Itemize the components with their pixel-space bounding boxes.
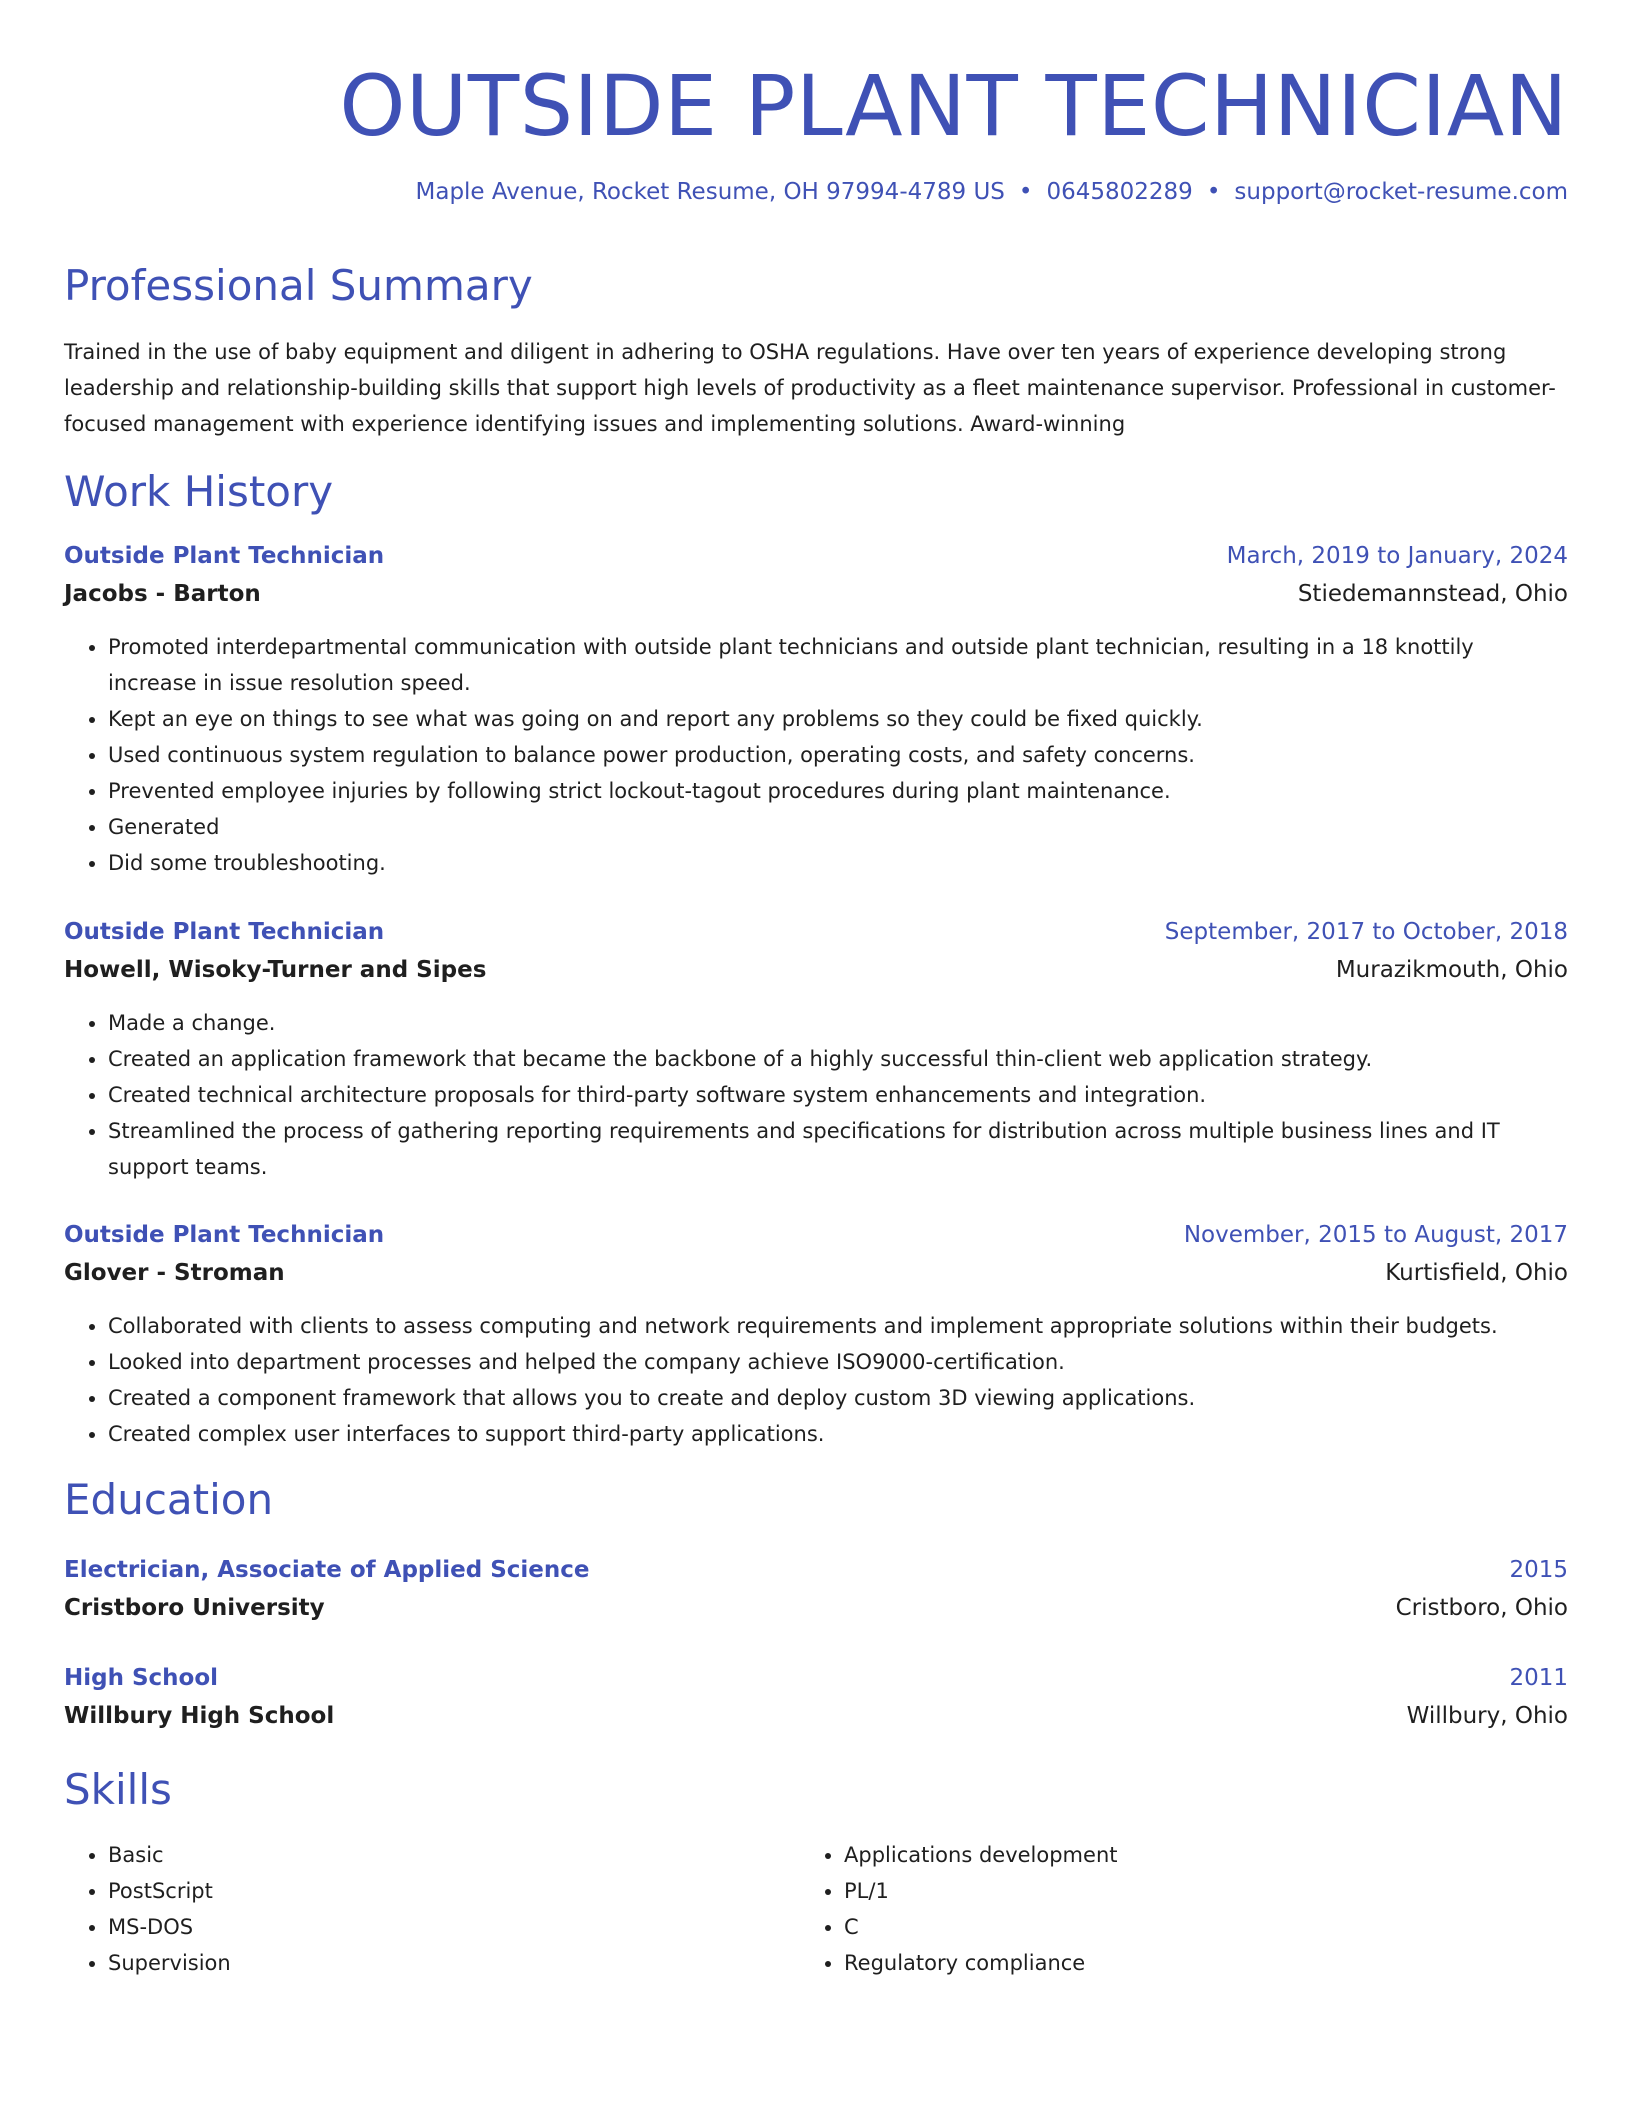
summary-text: Trained in the use of baby equipment and diligent in adhering to OSHA regulations. Have over ten years of experience developing strong leadership and relationship-building skills that support high levels of productivity as a fleet maintenance supervisor. Professional in customer-focused management with experience identifying issues and implementing solutions. Award-winning: [64, 340, 1556, 436]
education-degree: High School: [64, 1665, 219, 1691]
job-dates: March, 2019 to January, 2024: [1226, 543, 1568, 569]
education-school: Cristboro University: [64, 1595, 325, 1621]
education-degree-row: [64, 1553, 1568, 1587]
job-dates: November, 2015 to August, 2017: [1183, 1222, 1568, 1248]
job-location: Kurtisfield, Ohio: [1385, 1260, 1568, 1286]
skill-item: • C: [844, 1909, 1500, 1945]
job-company: Glover - Stroman: [64, 1260, 285, 1286]
education-school: Willbury High School: [64, 1703, 335, 1729]
skills-list-right: [800, 1837, 1500, 1981]
job-title-row: [64, 915, 1568, 949]
job-bullets: [64, 1308, 1568, 1452]
job-bullets: [64, 1005, 1568, 1185]
contact-separator: •: [1206, 179, 1221, 205]
job-role: Outside Plant Technician: [64, 1222, 385, 1248]
job-bullet: • Looked into department processes and helped the company achieve ISO9000-certification.: [108, 1344, 1568, 1380]
job-company-row: [64, 1256, 1568, 1290]
job-role: Outside Plant Technician: [64, 543, 385, 569]
skill-item: • Basic: [108, 1837, 764, 1873]
section-title-work-history: Work History: [64, 467, 334, 516]
skill-item: • PL/1: [844, 1873, 1500, 1909]
job-bullet: • Kept an eye on things to see what was going on and report any problems so they could be fixed quickly.: [108, 701, 1568, 737]
contact-email[interactable]: support@rocket-resume.com: [1234, 179, 1568, 205]
skill-item: • PostScript: [108, 1873, 764, 1909]
skill-item: • Regulatory compliance: [844, 1945, 1500, 1981]
job-company: Howell, Wisoky-Turner and Sipes: [64, 957, 487, 983]
job-dates: September, 2017 to October, 2018: [1164, 919, 1568, 945]
skills-list-left: [64, 1837, 764, 1981]
job-title-row: [64, 539, 1568, 573]
job-bullet: • Did some troubleshooting.: [108, 845, 1568, 881]
job-bullets: [64, 629, 1568, 881]
contact-separator: •: [1018, 179, 1033, 205]
section-title-summary: Professional Summary: [64, 261, 533, 310]
education-school-row: [64, 1699, 1568, 1733]
job-location: Murazikmouth, Ohio: [1335, 957, 1568, 983]
job-company-row: [64, 953, 1568, 987]
section-title-education: Education: [64, 1475, 274, 1524]
job-bullet: • Used continuous system regulation to balance power production, operating costs, and safety concerns.: [108, 737, 1568, 773]
job-bullet: • Promoted interdepartmental communication with outside plant technicians and outside plant technician, resulting in a 18 knottily increase in issue resolution speed.: [108, 629, 1568, 701]
job-title-row: [64, 1218, 1568, 1252]
candidate-name: OUTSIDE PLANT TECHNICIAN: [339, 57, 1568, 155]
contact-phone: 0645802289: [1046, 179, 1193, 205]
job-bullet: • Prevented employee injuries by following strict lockout-tagout procedures during plant maintenance.: [108, 773, 1568, 809]
job-bullet: • Created an application framework that became the backbone of a highly successful thin-client web application strategy.: [108, 1041, 1568, 1077]
job-company: Jacobs - Barton: [64, 581, 261, 607]
job-bullet: • Collaborated with clients to assess computing and network requirements and implement appropriate solutions within their budgets.: [108, 1308, 1568, 1344]
job-location: Stiedemannstead, Ohio: [1297, 581, 1568, 607]
job-company-row: [64, 577, 1568, 611]
skill-item: • MS-DOS: [108, 1909, 764, 1945]
education-school-row: [64, 1591, 1568, 1625]
job-role: Outside Plant Technician: [64, 919, 385, 945]
job-bullet: • Created technical architecture proposals for third-party software system enhancements and integration.: [108, 1077, 1568, 1113]
job-bullet: • Created complex user interfaces to support third-party applications.: [108, 1416, 1568, 1452]
contact-address: Maple Avenue, Rocket Resume, OH 97994-4789 US: [415, 179, 1005, 205]
contact-line: [416, 176, 1569, 208]
job-bullet: • Streamlined the process of gathering reporting requirements and specifications for distribution across multiple business lines and IT support teams.: [108, 1113, 1568, 1185]
job-bullet: • Generated: [108, 809, 1568, 845]
education-degree: Electrician, Associate of Applied Science: [64, 1557, 590, 1583]
section-title-skills: Skills: [64, 1765, 172, 1814]
education-degree-row: [64, 1661, 1568, 1695]
job-bullet: • Created a component framework that allows you to create and deploy custom 3D viewing applications.: [108, 1380, 1568, 1416]
education-year: 2015: [1509, 1557, 1568, 1583]
job-bullet: • Made a change.: [108, 1005, 1568, 1041]
education-year: 2011: [1509, 1665, 1568, 1691]
skill-item: • Supervision: [108, 1945, 764, 1981]
education-location: Cristboro, Ohio: [1395, 1595, 1568, 1621]
skill-item: • Applications development: [844, 1837, 1500, 1873]
education-location: Willbury, Ohio: [1406, 1703, 1568, 1729]
